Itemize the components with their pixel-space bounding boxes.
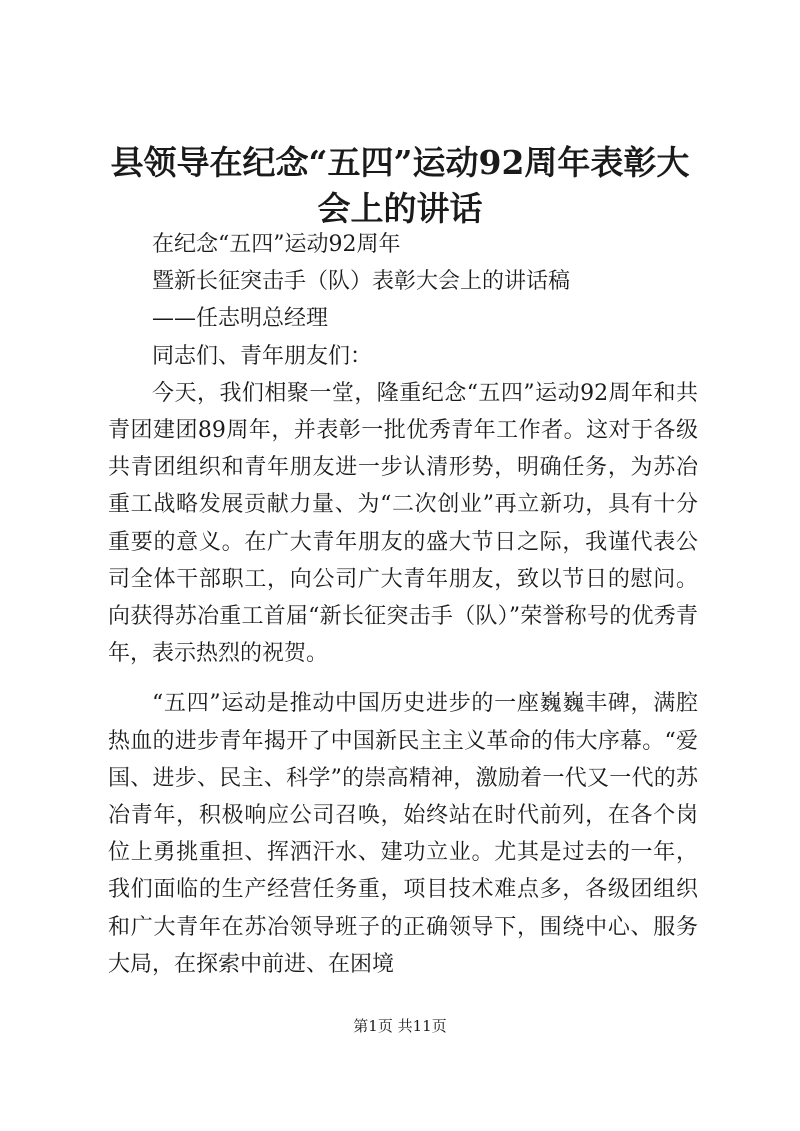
page-footer: 第1页 共11页 [353, 1017, 447, 1035]
document-body [108, 226, 698, 983]
paragraph-salutation: 同志们、青年朋友们： [152, 343, 373, 369]
paragraph-subtitle-2: 暨新长征突击手（队）表彰大会上的讲话稿 [152, 269, 571, 295]
paragraph-body-2: “五四”运动是推动中国历史进步的一座巍巍丰碑，满腔热血的进步青年揭开了中国新民主主义革命的伟大序幕。“爱国、进步、民主、科学”的崇高精神，激励着一代又一代的苏冶青年，积极响应公司召唤，始终站在时代前列，在各个岗位上勇挑重担、挥洒汗水、建功立业。尤其是过去的一年，我们面临的生产经营任务重，项目技术难点多，各级团组织和广大青年在苏冶领导班子的正确领导下，围绕中心、服务大局，在探索中前进、在困境 [108, 691, 698, 977]
paragraph-speaker: ——任志明总经理 [152, 306, 329, 332]
document-title: 县领导在纪念“五四”运动92周年表彰大会上的讲话 [110, 143, 690, 228]
paragraph-subtitle-1: 在纪念“五四”运动92周年 [152, 232, 401, 257]
paragraph-body-1: 今天，我们相聚一堂，隆重纪念“五四”运动92周年和共青团建团89周年，并表彰一批优秀青年工作者。这对于各级共青团组织和青年朋友进一步认清形势，明确任务，为苏冶重工战略发展贡献力量、为“二次创业”再立新功，具有十分重要的意义。在广大青年朋友的盛大节日之际，我谨代表公司全体干部职工，向公司广大青年朋友，致以节日的慰问。向获得苏冶重工首届“新长征突击手（队）”荣誉称号的优秀青年，表示热烈的祝贺。 [108, 380, 698, 667]
